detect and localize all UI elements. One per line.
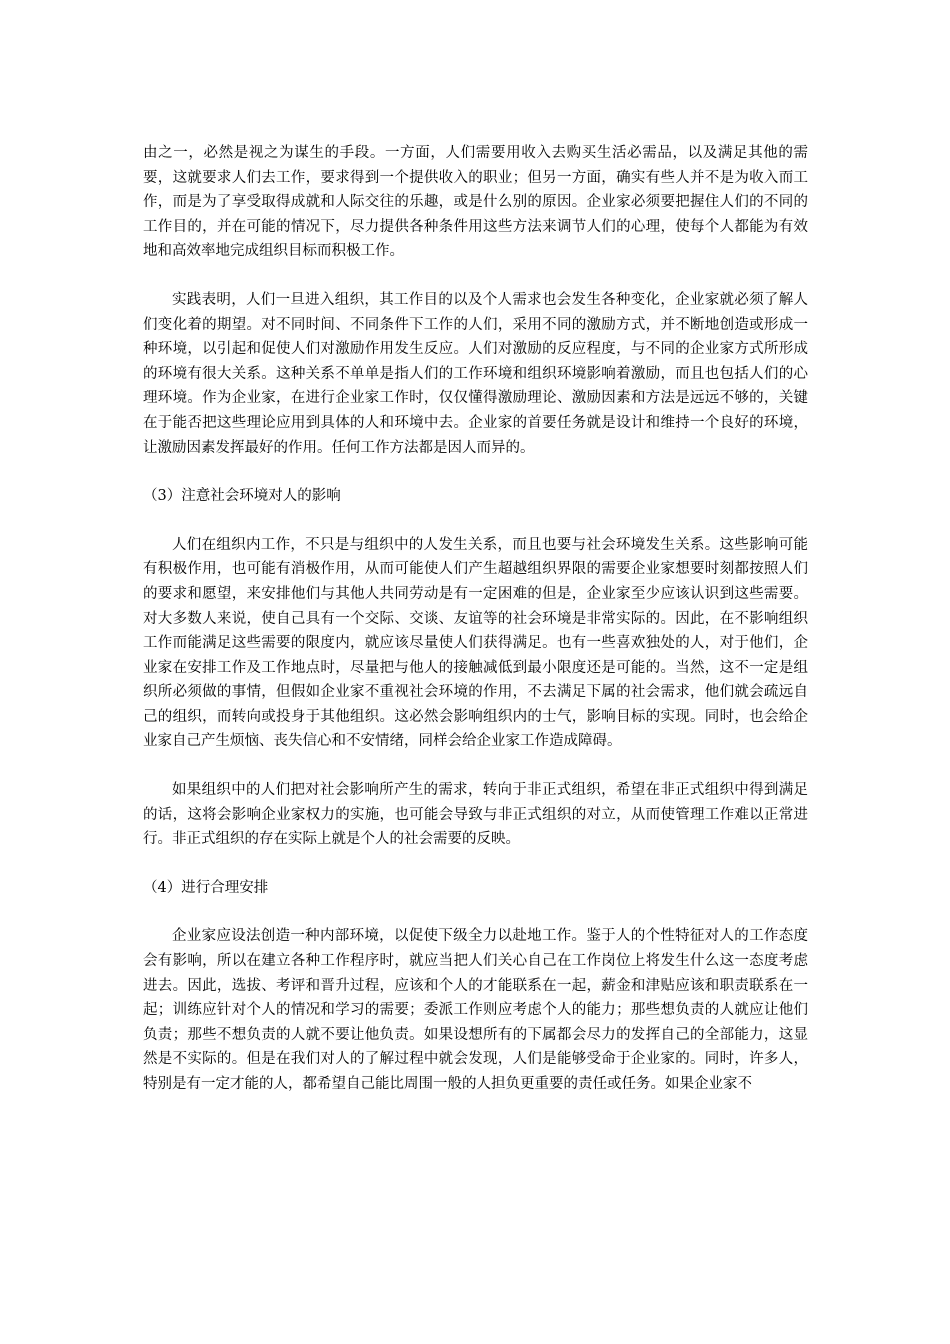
paragraph-internal-environment: 企业家应设法创造一种内部环境，以促使下级全力以赴地工作。鉴于人的个性特征对人的工作态度会有影响，所以在建立各种工作程序时，就应当把人们关心自己在工作岗位上将发生什么这一态度考虑进去。因此，选拔、考评和晋升过程，应该和个人的才能联系在一起，薪金和津贴应该和职责联系在一起；训练应针对个人的情况和学习的需要；委派工作则应考虑个人的能力；那些想负责的人就应让他们负责；那些不想负责的人就不要让他负责。如果设想所有的下属都会尽力的发挥自己的全部能力，这显然是不实际的。但是在我们对人的了解过程中就会发现，人们是能够受命于企业家的。同时，许多人，特别是有一定才能的人，都希望自己能比周围一般的人担负更重要的责任或任务。如果企业家不	[143, 928, 808, 1092]
section-heading-social-environment: （3）注意社会环境对人的影响	[143, 488, 341, 505]
section-heading-reasonable-arrangement: （4）进行合理安排	[143, 879, 269, 896]
paragraph-social-relations: 人们在组织内工作，不只是与组织中的人发生关系，而且也要与社会环境发生关系。这些影响可能有积极作用，也可能有消极作用，从而可能使人们产生超越组织界限的需要企业家想要时刻都按照人们的要求和愿望，来安排他们与其他人共同劳动是有一定困难的但是，企业家至少应该认识到这些需要。对大多数人来说，使自己具有一个交际、交谈、友谊等的社会环境是非常实际的。因此，在不影响组织工作而能满足这些需要的限度内，就应该尽量使人们获得满足。也有一些喜欢独处的人，对于他们，企业家在安排工作及工作地点时，尽量把与他人的接触减低到最小限度还是可能的。当然，这不一定是组织所必须做的事情，但假如企业家不重视社会环境的作用，不去满足下属的社会需求，他们就会疏远自己的组织，而转向或投身于其他组织。这必然会影响组织内的士气，影响目标的实现。同时，也会给企业家自己产生烦恼、丧失信心和不安情绪，同样会给企业家工作造成障碍。	[143, 536, 808, 750]
paragraph-work-purpose: 由之一，必然是视之为谋生的手段。一方面，人们需要用收入去购买生活必需品，以及满足其他的需要，这就要求人们去工作，要求得到一个提供收入的职业；但另一方面，确实有些人并不是为收入而工作，而是为了享受取得成就和人际交往的乐趣，或是什么别的原因。企业家必须要把握住人们的不同的工作目的，并在可能的情况下，尽力提供各种条件用这些方法来调节人们的心理，使每个人都能为有效地和高效率地完成组织目标而积极工作。	[143, 145, 808, 260]
document-page	[143, 141, 808, 1121]
paragraph-informal-organization: 如果组织中的人们把对社会影响所产生的需求，转向于非正式组织，希望在非正式组织中得到满足的话，这将会影响企业家权力的实施，也可能会导致与非正式组织的对立，从而使管理工作难以正常进行。非正式组织的存在实际上就是个人的社会需要的反映。	[143, 782, 808, 848]
paragraph-practice-shows: 实践表明，人们一旦进入组织，其工作目的以及个人需求也会发生各种变化，企业家就必须了解人们变化着的期望。对不同时间、不同条件下工作的人们，采用不同的激励方式，并不断地创造或形成一种环境，以引起和促使人们对激励作用发生反应。人们对激励的反应程度，与不同的企业家方式所形成的环境有很大关系。这种关系不单单是指人们的工作环境和组织环境影响着激励，而且也包括人们的心理环境。作为企业家，在进行企业家工作时，仅仅懂得激励理论、激励因素和方法是远远不够的，关键在于能否把这些理论应用到具体的人和环境中去。企业家的首要任务就是设计和维持一个良好的环境，让激励因素发挥最好的作用。任何工作方法都是因人而异的。	[143, 291, 808, 456]
